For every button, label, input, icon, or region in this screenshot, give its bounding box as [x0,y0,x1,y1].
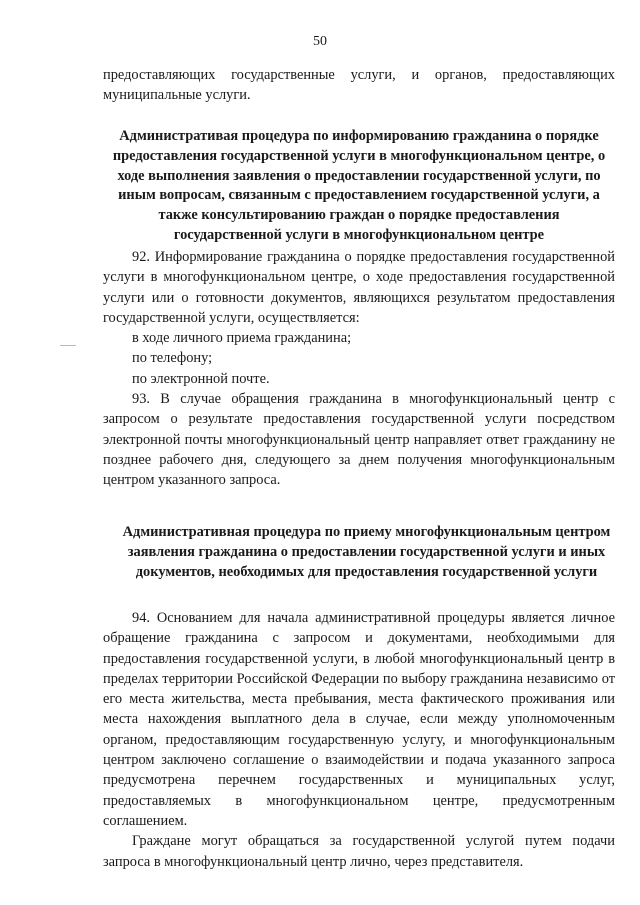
intro-paragraph-block [103,65,615,106]
page-number: 50 [313,34,327,49]
paragraph-94: 94. Основанием для начала административной процедуры является личное обращение гражданина с запросом и документами, необходимыми для предоставления государственной услуги, в любой многофункциональный центр в пределах территории Российской Федерации по выбору гражданина независимо от его места жительства, места пребывания, места фактического проживания или места нахождения выплатного дела в случае, если между уполномоченным органом, предоставляющим государственную услугу, и многофункциональным центром заключено соглашение о взаимодействии и подача указанного запроса предусмотрена перечнем государственных и муниципальных услуг, предоставляемых в многофункциональном центре, предусмотренным соглашением. [103,610,615,829]
section-heading-informing: Административая процедура по информированию гражданина о порядке предоставления государственной услуги в многофункциональном центре, о ходе выполнения заявления о предоставлении государственной услуги, по иным вопросам, связанным с предоставлением государственной услуги, а также консультированию граждан о порядке предоставления государственной услуги в многофункциональном центре [112,128,606,243]
intro-paragraph: предоставляющих государственные услуги, и органов, предоставляющих муниципальные услуги. [103,67,615,104]
margin-mark [60,345,76,346]
section-heading-reception: Административная процедура по приему многофункциональным центром заявления гражданина о предоставлении государственной услуги и иных документов, необходимых для предоставления государственной услуги [122,524,611,580]
list-item: по электронной почте. [132,370,270,387]
section-reception-body [103,608,615,872]
list-item: в ходе личного приема гражданина; [132,330,352,347]
paragraph-95: Граждане могут обращаться за государственной услугой путем подачи запроса в многофункциональный центр лично, через представителя. [103,833,615,870]
list-item: по телефону; [132,350,213,367]
paragraph-92: 92. Информирование гражданина о порядке предоставления государственной услуги в многофункциональном центре, о ходе предоставления государственной услуги или о готовности документов, являющихся результатом предоставления государственной услуги, осуществляется: [103,249,615,326]
paragraph-93: 93. В случае обращения гражданина в многофункциональный центр с запросом о результате предоставления государственной услуги посредством электронной почты многофункциональный центр направляет ответ гражданину не позднее рабочего дня, следующего за днем получения многофункциональным центром указанного запроса. [103,391,615,489]
section-informing-body [103,247,615,491]
